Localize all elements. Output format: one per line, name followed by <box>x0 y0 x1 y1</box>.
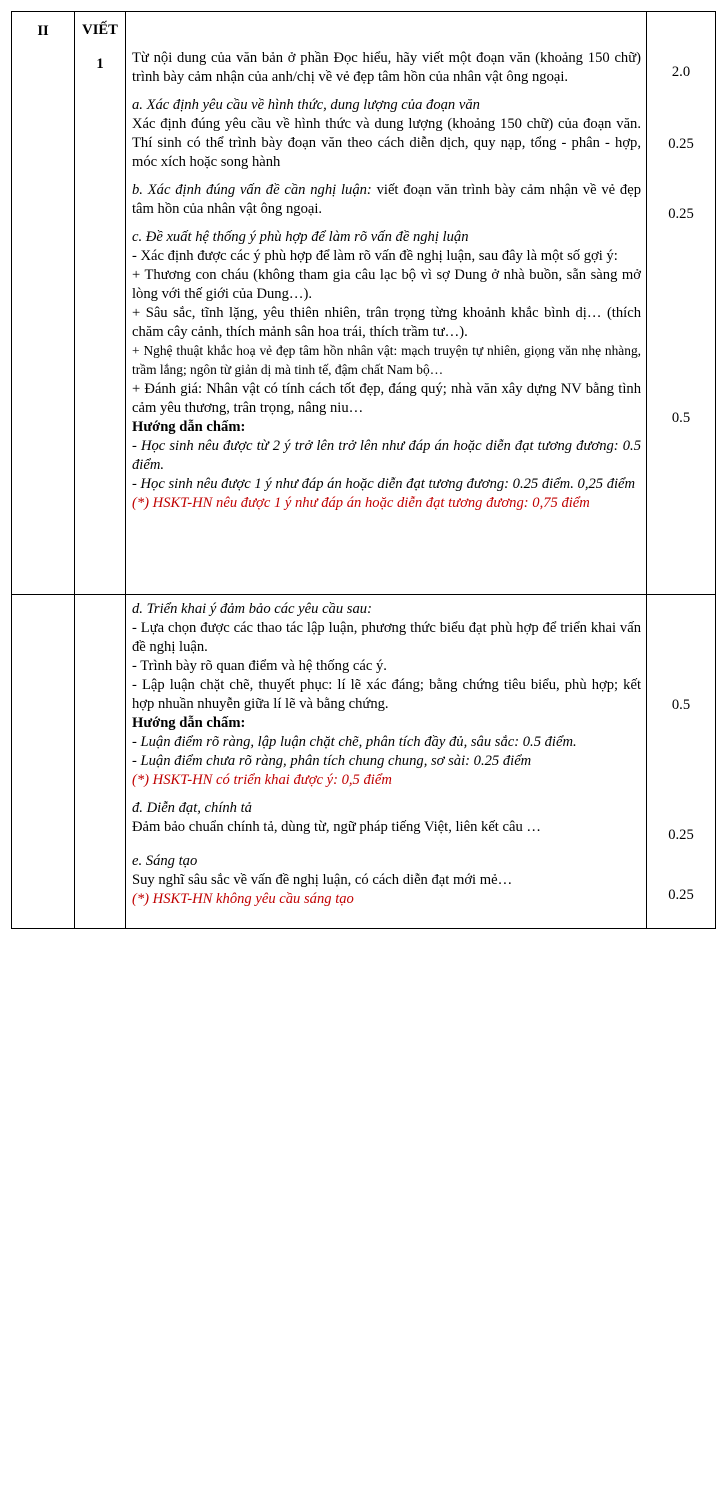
score-c: 0.5 <box>671 410 691 426</box>
table-row <box>12 12 716 595</box>
criterion-d <box>132 600 641 790</box>
section-number: II <box>37 23 49 39</box>
criterion-c <box>132 228 641 513</box>
empty-cell <box>75 595 126 929</box>
criterion-d-special-note: (*) HSKT-HN có triển khai được ý: 0,5 điểm <box>132 772 392 788</box>
criterion-c-special-note: (*) HSKT-HN nêu được 1 ý như đáp án hoặc diễn đạt tương đương: 0,75 điểm <box>132 495 590 511</box>
criterion-c-line-5: + Đánh giá: Nhân vật có tính cách tốt đẹp, đáng quý; nhà văn xây dựng NV bằng tình cảm yêu thương, trân trọng, nâng niu… <box>132 381 641 416</box>
criterion-b-heading: b. Xác định đúng vấn đề cần nghị luận: <box>132 182 372 198</box>
grading-table <box>11 11 716 929</box>
empty-cell <box>12 595 75 929</box>
criterion-c-line-1: - Xác định được các ý phù hợp để làm rõ vấn đề nghị luận, sau đây là một số gợi ý: <box>132 248 618 264</box>
criterion-c-line-4: + Nghệ thuật khắc hoạ vẻ đẹp tâm hồn nhân vật: mạch truyện tự nhiên, giọng văn nhẹ nhàng, trầm lắng; ngôn từ giản dị mà tinh tế, đậm chất Nam bộ… <box>132 343 641 377</box>
criterion-d-line-3: - Lập luận chặt chẽ, thuyết phục: lí lẽ xác đáng; bằng chứng tiêu biểu, phù hợp; kết hợp nhuần nhuyễn giữa lí lẽ và bằng chứng. <box>132 677 641 712</box>
criterion-e-body: Suy nghĩ sâu sắc về vấn đề nghị luận, có cách diễn đạt mới mẻ… <box>132 872 513 888</box>
criterion-b-body: viết đoạn văn trình bày cảm nhận về vẻ đẹp tâm hồn của nhân vật ông ngoại. <box>132 182 641 217</box>
criterion-e-special-note: (*) HSKT-HN không yêu cầu sáng tạo <box>132 891 354 907</box>
criteria-cell-1 <box>126 12 647 595</box>
section-title: VIẾT <box>82 22 118 38</box>
criterion-d-guide-2: - Luận điểm chưa rõ ràng, phân tích chung chung, sơ sài: 0.25 điểm <box>132 753 532 769</box>
criterion-a-heading: a. Xác định yêu cầu về hình thức, dung lượng của đoạn văn <box>132 97 480 113</box>
criterion-c-guide-1: - Học sinh nêu được từ 2 ý trở lên trở lên như đáp án hoặc diễn đạt tương đương: 0.5 điểm. <box>132 438 641 473</box>
item-number: 1 <box>96 56 104 72</box>
criterion-d-line-2: - Trình bày rõ quan điểm và hệ thống các ý. <box>132 658 387 674</box>
score-task: 2.0 <box>671 64 691 80</box>
score-b: 0.25 <box>668 206 694 222</box>
score-dd: 0.25 <box>668 827 694 843</box>
criterion-c-guide-heading: Hướng dẫn chấm: <box>132 419 246 435</box>
criterion-c-line-3: + Sâu sắc, tĩnh lặng, yêu thiên nhiên, trân trọng từng khoảnh khắc bình dị… (thích chăm cây cảnh, thích mảnh sân hoa trái, thích trầm tư…). <box>132 305 641 340</box>
criterion-d-heading: d. Triển khai ý đảm bảo các yêu cầu sau: <box>132 601 372 617</box>
criterion-c-heading: c. Đề xuất hệ thống ý phù hợp để làm rõ vấn đề nghị luận <box>132 229 469 245</box>
table-row <box>12 595 716 929</box>
criterion-a <box>132 96 641 172</box>
criterion-e-heading: e. Sáng tạo <box>132 853 198 869</box>
score-d: 0.5 <box>671 697 691 713</box>
criterion-b <box>132 181 641 219</box>
score-e: 0.25 <box>668 887 694 903</box>
score-cell-2 <box>647 595 716 929</box>
score-cell-1 <box>647 12 716 595</box>
criterion-d-line-1: - Lựa chọn được các thao tác lập luận, phương thức biểu đạt phù hợp để triển khai vấn đề nghị luận. <box>132 620 641 655</box>
section-title-cell <box>75 12 126 595</box>
task-prompt: Từ nội dung của văn bản ở phần Đọc hiểu, hãy viết một đoạn văn (khoảng 150 chữ) trình bày cảm nhận của anh/chị về vẻ đẹp tâm hồn của nhân vật ông ngoại. <box>132 50 641 85</box>
criterion-c-guide-2: - Học sinh nêu được 1 ý như đáp án hoặc diễn đạt tương đương: 0.25 điểm. 0,25 điểm <box>132 476 636 492</box>
criterion-dd <box>132 799 641 837</box>
criteria-cell-2 <box>126 595 647 929</box>
score-a: 0.25 <box>668 136 694 152</box>
criterion-c-line-2: + Thương con cháu (không tham gia câu lạc bộ vì sợ Dung ở nhà buồn, sẵn sàng mở lòng với thế giới của Dung…). <box>132 267 641 302</box>
criterion-a-body: Xác định đúng yêu cầu về hình thức và dung lượng (khoảng 150 chữ) của đoạn văn. Thí sinh có thể trình bày đoạn văn theo cách diễn dịch, quy nạp, tổng - phân - hợp, móc xích hoặc song hành <box>132 116 641 170</box>
criterion-d-guide-1: - Luận điểm rõ ràng, lập luận chặt chẽ, phân tích đầy đủ, sâu sắc: 0.5 điểm. <box>132 734 577 750</box>
criterion-dd-heading: đ. Diễn đạt, chính tả <box>132 800 252 816</box>
criterion-dd-body: Đảm bảo chuẩn chính tả, dùng từ, ngữ pháp tiếng Việt, liên kết câu … <box>132 819 542 835</box>
section-number-cell <box>12 12 75 595</box>
criterion-d-guide-heading: Hướng dẫn chấm: <box>132 715 246 731</box>
criterion-e <box>132 852 641 909</box>
